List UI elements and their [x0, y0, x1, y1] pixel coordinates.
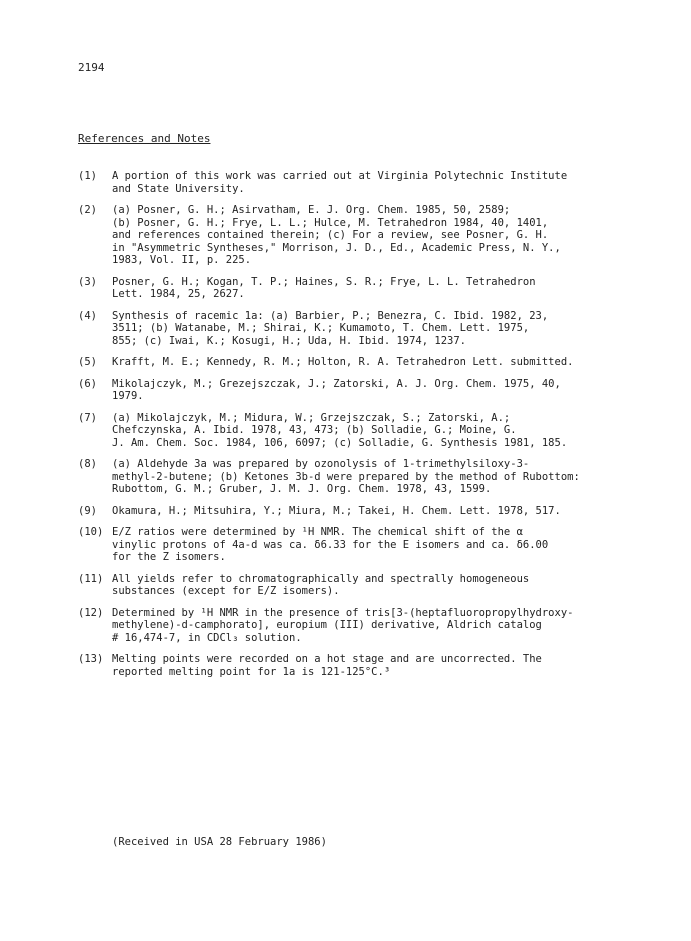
section-heading: References and Notes [78, 132, 211, 145]
reference-4 [78, 310, 638, 348]
reference-text: (a) Mikolajczyk, M.; Midura, W.; Grzejszczak, S.; Zatorski, A.; Chefczynska, A. Ibid. 1978, 43, 473; (b) Solladie, G.; Moine, G. J. Am. Chem. Soc. 1984, 106, 6097; (c) Solladie, G. Synthesis 1981, 185. [112, 411, 568, 449]
reference-number: (4) [78, 309, 97, 322]
reference-text: A portion of this work was carried out at Virginia Polytechnic Institute and State University. [112, 170, 568, 195]
page-number: 2194 [78, 61, 105, 74]
reference-number: (7) [78, 411, 97, 424]
reference-number: (12) [78, 606, 104, 619]
reference-text: Determined by ¹H NMR in the presence of tris[3-(heptafluoropropylhydroxy- methylene)-d-camphorato], europium (III) derivative, Aldrich catalog # 16,474-7, in CDCl₃ solution. [112, 606, 574, 644]
reference-number: (6) [78, 377, 97, 390]
reference-text: Okamura, H.; Mitsuhira, Y.; Miura, M.; Takei, H. Chem. Lett. 1978, 517. [112, 504, 561, 517]
reference-5 [78, 356, 638, 369]
reference-10 [78, 526, 638, 564]
references-list [78, 170, 638, 687]
reference-text: E/Z ratios were determined by ¹H NMR. The chemical shift of the α vinylic protons of 4a-d was ca. δ6.33 for the E isomers and ca. δ6.00 for the Z isomers. [112, 526, 549, 563]
reference-text: Krafft, M. E.; Kennedy, R. M.; Holton, R. A. Tetrahedron Lett. submitted. [112, 356, 574, 368]
reference-2 [78, 204, 638, 267]
received-date: (Received in USA 28 February 1986) [112, 836, 327, 848]
reference-text: (a) Posner, G. H.; Asirvatham, E. J. Org. Chem. 1985, 50, 2589; (b) Posner, G. H.; Frye, L. L.; Hulce, M. Tetrahedron 1984, 40, 1401, and references contained therein; (c) For a review, see Posner, G. H. in "Asymmetric Syntheses," Morrison, J. D., Ed., Academic Press, N. Y., 1983, Vol. II, p. 225. [112, 204, 561, 266]
reference-number: (1) [78, 170, 97, 182]
reference-number: (8) [78, 458, 97, 470]
reference-12 [78, 607, 638, 645]
reference-text: Posner, G. H.; Kogan, T. P.; Haines, S. R.; Frye, L. L. Tetrahedron Lett. 1984, 25, 2627. [112, 275, 536, 300]
reference-number: (5) [78, 356, 97, 368]
reference-number: (11) [78, 572, 104, 585]
reference-number: (13) [78, 653, 104, 665]
reference-number: (10) [78, 526, 104, 538]
reference-13 [78, 653, 638, 678]
reference-1 [78, 170, 638, 195]
reference-text: Melting points were recorded on a hot stage and are uncorrected. The reported melting point for 1a is 121-125°C.³ [112, 653, 542, 678]
reference-text: Synthesis of racemic 1a: (a) Barbier, P.; Benezra, C. Ibid. 1982, 23, 3511; (b) Watanabe, M.; Shirai, K.; Kumamoto, T. Chem. Lett. 1975, 855; (c) Iwai, K.; Kosugi, H.; Uda, H. Ibid. 1974, 1237. [112, 309, 549, 347]
reference-text: (a) Aldehyde 3a was prepared by ozonolysis of 1-trimethylsiloxy-3- methyl-2-butene; (b) Ketones 3b-d were prepared by the method of Rubottom: Rubottom, G. M.; Gruber, J. M. J. Org. Chem. 1978, 43, 1599. [112, 458, 580, 495]
reference-11 [78, 573, 638, 598]
reference-6 [78, 378, 638, 403]
reference-number: (9) [78, 504, 97, 517]
reference-number: (2) [78, 204, 97, 216]
reference-7 [78, 412, 638, 450]
reference-text: Mikolajczyk, M.; Grezejszczak, J.; Zatorski, A. J. Org. Chem. 1975, 40, 1979. [112, 377, 561, 402]
reference-3 [78, 276, 638, 301]
reference-8 [78, 458, 638, 496]
reference-number: (3) [78, 275, 97, 288]
reference-text: All yields refer to chromatographically and spectrally homogeneous substances (except for E/Z isomers). [112, 572, 530, 597]
reference-9 [78, 505, 638, 518]
